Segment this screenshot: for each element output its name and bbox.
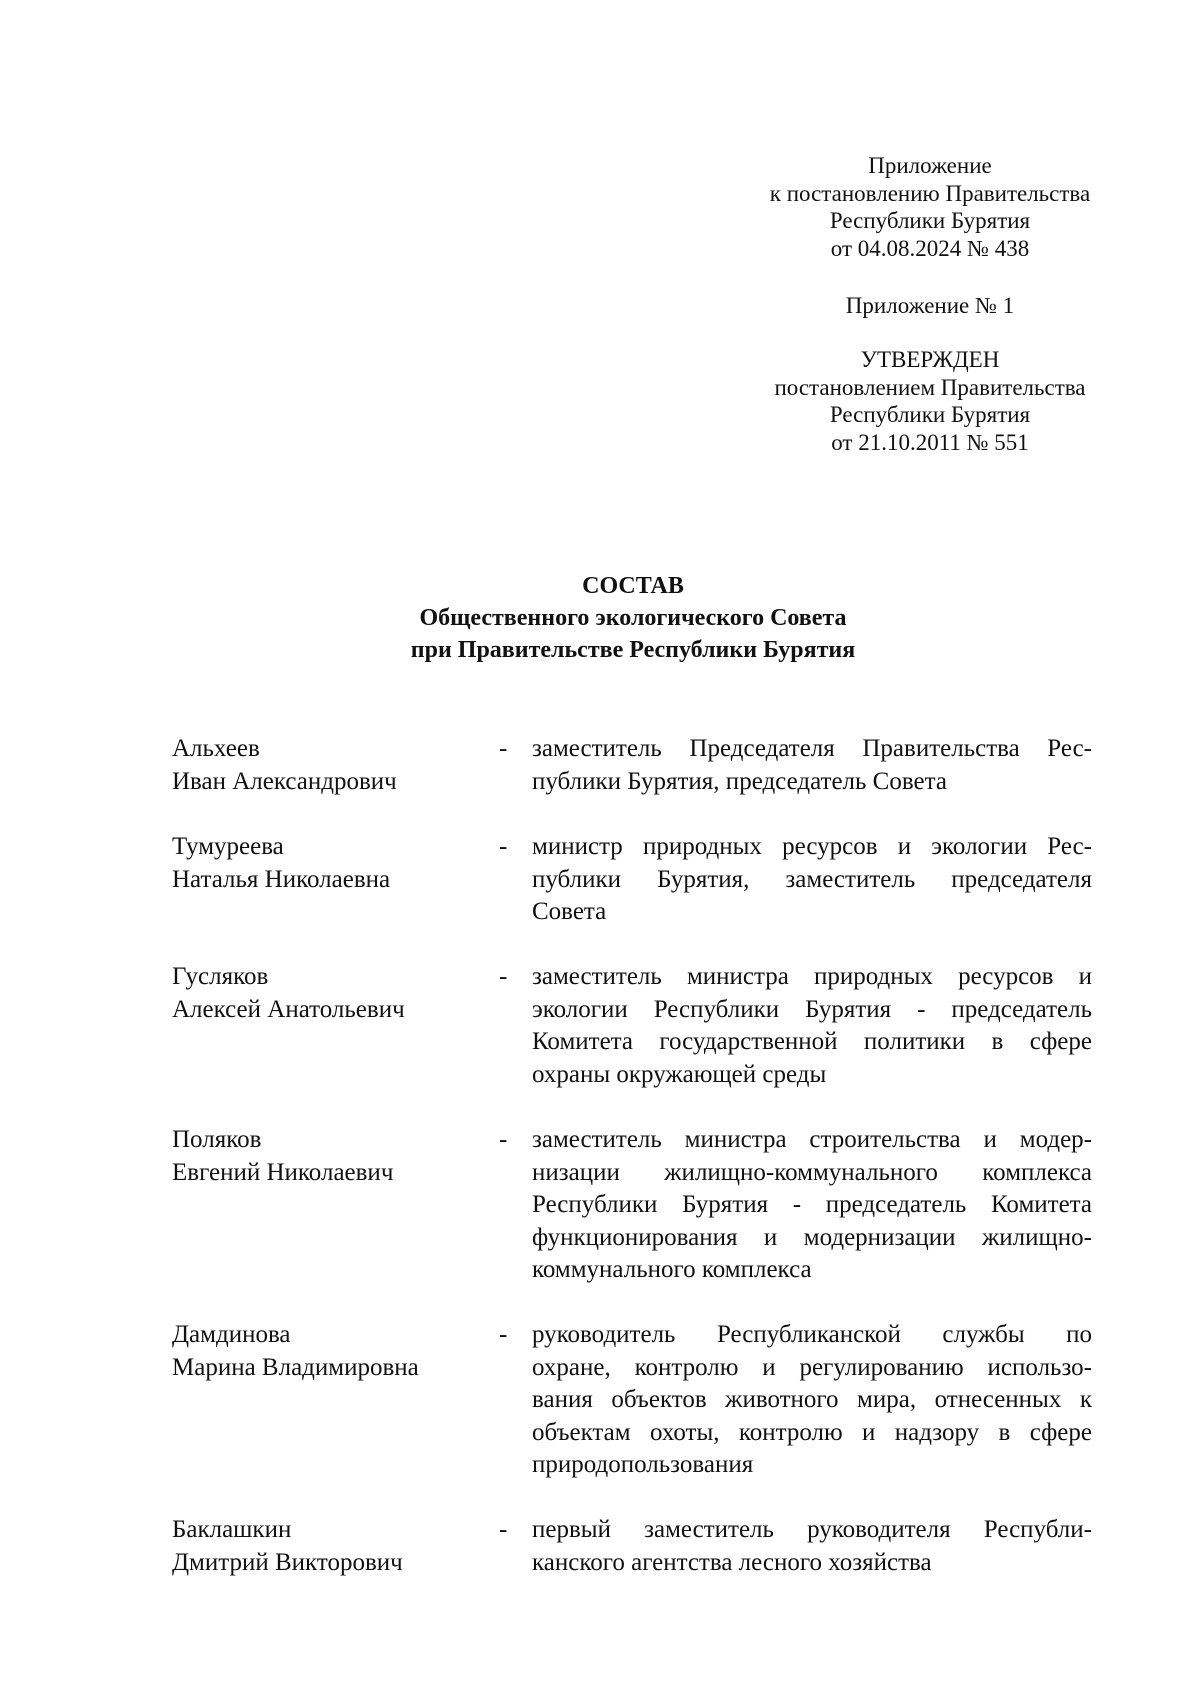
- role-line: экологии Республики Бурятия - председатель: [532, 995, 1092, 1023]
- role-line: охраны окружающей среды: [532, 1060, 827, 1088]
- appendix-line: к постановлению Правительства: [769, 180, 1091, 206]
- role-line: охране, контролю и регулированию использо-: [532, 1353, 1092, 1381]
- member-given-names: Наталья Николаевна: [172, 865, 391, 893]
- appendix-block: [740, 152, 1120, 262]
- member-role: [532, 1319, 1092, 1482]
- member-surname: Дамдинова: [172, 1321, 291, 1348]
- appendix-date-number: от 04.08.2024 № 438: [830, 235, 1030, 261]
- role-line: природопользования: [532, 1451, 754, 1478]
- member-role: [532, 961, 1092, 1091]
- title-line: при Правительстве Республики Бурятия: [410, 637, 856, 663]
- member-name: [172, 1124, 472, 1189]
- role-line: заместитель Председателя Правительства Рес-: [532, 735, 1092, 762]
- member-given-names: Марина Владимировна: [172, 1353, 419, 1381]
- member-role: [532, 831, 1092, 929]
- role-line: первый заместитель руководителя Республи-: [532, 1516, 1092, 1543]
- member-dash: -: [499, 963, 508, 990]
- role-line: публики Бурятия, заместитель председателя: [532, 865, 1092, 893]
- approved-block: [740, 346, 1120, 456]
- member-name: [172, 1514, 472, 1579]
- member-role: [532, 1514, 1092, 1579]
- role-line: Комитета государственной политики в сфере: [532, 1028, 1092, 1055]
- member-surname: Баклашкин: [172, 1516, 292, 1543]
- role-line: заместитель министра природных ресурсов и: [532, 963, 1092, 990]
- member-role: [532, 1124, 1092, 1287]
- role-line: Совета: [532, 898, 607, 925]
- role-line: публики Бурятия, председатель Совета: [532, 767, 947, 795]
- approved-label: УТВЕРЖДЕН: [860, 347, 1000, 372]
- member-role: [532, 733, 1092, 798]
- member-name: [172, 961, 472, 1026]
- member-given-names: Дмитрий Викторович: [172, 1548, 403, 1576]
- appendix-number-block: [740, 292, 1120, 320]
- role-line: объектам охоты, контролю и надзору в сфере: [532, 1418, 1092, 1446]
- appendix-line: Приложение: [868, 153, 992, 178]
- appendix-line: Республики Бурятия: [829, 208, 1031, 233]
- approved-line: Республики Бурятия: [829, 402, 1031, 427]
- appendix-number: Приложение № 1: [845, 293, 1015, 318]
- member-dash: -: [499, 735, 508, 762]
- title-line: СОСТАВ: [582, 573, 684, 599]
- member-name: [172, 1319, 472, 1384]
- member-name: [172, 831, 472, 896]
- role-line: канского агентства лесного хозяйства: [532, 1548, 932, 1576]
- role-line: Республики Бурятия - председатель Комитета: [532, 1191, 1092, 1218]
- member-surname: Поляков: [172, 1126, 262, 1153]
- member-name: [172, 733, 472, 798]
- approved-date-number: от 21.10.2011 № 551: [831, 429, 1029, 455]
- role-line: заместитель министра строительства и модер-: [532, 1126, 1092, 1153]
- member-surname: Альхеев: [172, 735, 260, 762]
- role-line: руководитель Республиканской службы по: [532, 1321, 1092, 1348]
- member-given-names: Иван Александрович: [172, 767, 397, 795]
- member-dash: -: [499, 1126, 508, 1153]
- role-line: коммунального комплекса: [532, 1256, 812, 1283]
- role-line: низации жилищно-коммунального комплекса: [532, 1158, 1092, 1186]
- document-title: [300, 570, 966, 666]
- role-line: вания объектов животного мира, отнесенных к: [532, 1386, 1092, 1413]
- member-given-names: Алексей Анатольевич: [172, 995, 405, 1023]
- approved-line: постановлением Правительства: [774, 374, 1086, 400]
- member-given-names: Евгений Николаевич: [172, 1158, 394, 1186]
- title-line: Общественного экологического Совета: [419, 605, 847, 631]
- role-line: функционирования и модернизации жилищно-: [532, 1223, 1092, 1251]
- member-dash: -: [499, 1516, 508, 1543]
- role-line: министр природных ресурсов и экологии Рес-: [532, 833, 1092, 860]
- member-surname: Тумуреева: [172, 833, 284, 860]
- member-dash: -: [499, 1321, 508, 1348]
- member-dash: -: [499, 833, 508, 860]
- member-surname: Гусляков: [172, 963, 269, 990]
